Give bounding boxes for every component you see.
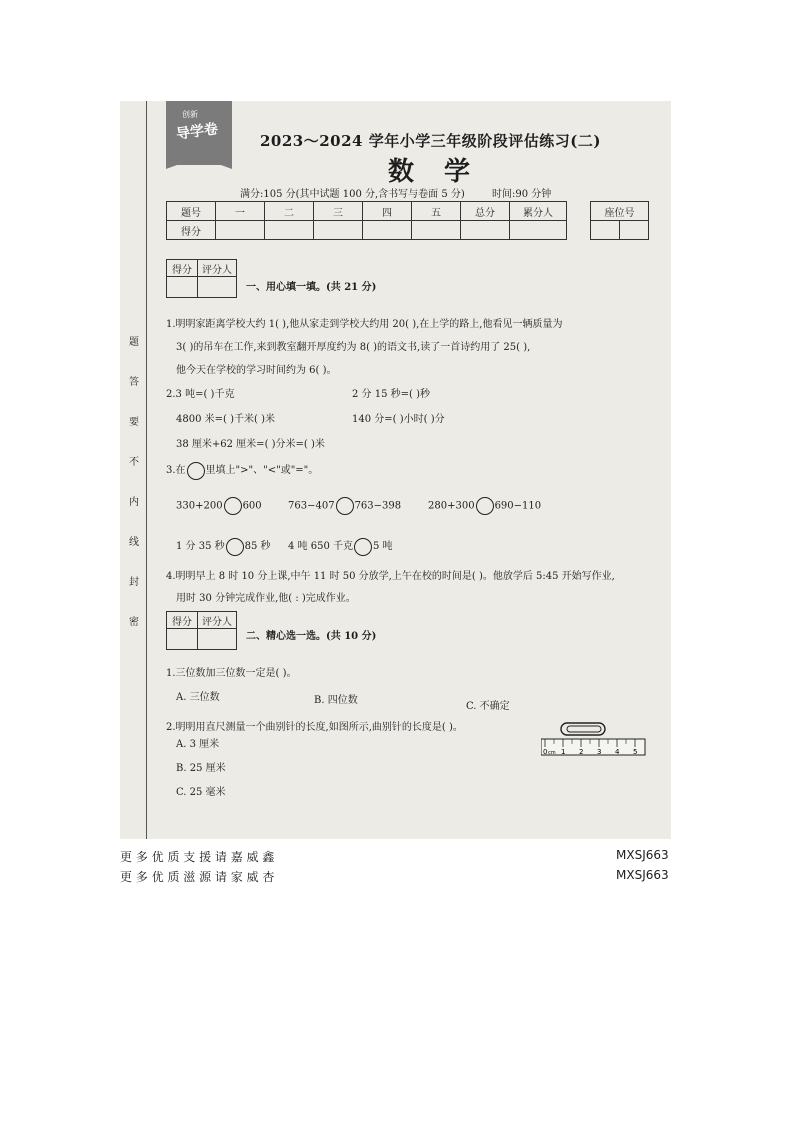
exam-time: 时间:90 分钟 <box>491 189 552 200</box>
ruler-body <box>541 739 645 755</box>
ruler-label: 4 <box>615 748 620 756</box>
question-2-b: 2 分 15 秒=( )秒 <box>352 389 430 400</box>
compare-left: 763−407 <box>288 500 335 512</box>
exam-title: 2023～2024 学年小学三年级阶段评估练习(二) <box>260 132 601 150</box>
footer-code: MXSJ663 <box>616 868 669 882</box>
ruler-label: 2 <box>579 748 584 756</box>
grader-score-label: 得分 <box>167 260 198 277</box>
choice-option[interactable]: B. 25 厘米 <box>176 763 226 774</box>
question-4-line-2: 用时 30 分钟完成作业,他( : )完成作业。 <box>176 593 356 604</box>
choice-question-2: 2.明明用直尺测量一个曲别针的长度,如图所示,曲别针的长度是( )。 <box>166 722 463 733</box>
scanned-exam-page <box>120 101 671 839</box>
margin-char: 内 <box>129 497 139 508</box>
grader-score-label: 得分 <box>167 612 198 629</box>
seat-table <box>590 201 649 240</box>
circle-icon <box>187 462 205 480</box>
ruler-with-paperclip-figure <box>541 721 646 759</box>
grader-name-label: 评分人 <box>198 612 237 629</box>
compare-answer-circle[interactable] <box>354 538 372 556</box>
compare-left: 280+300 <box>428 500 475 512</box>
paperclip-inner-icon <box>567 726 601 732</box>
grader-entry-cell[interactable] <box>198 629 237 650</box>
score-entry-cell[interactable] <box>510 221 567 240</box>
margin-char: 封 <box>129 577 139 588</box>
margin-char: 要 <box>129 417 139 428</box>
margin-char: 密 <box>129 617 139 628</box>
question-3-instruction <box>166 461 318 480</box>
badge-logo-text: 导学卷 <box>175 121 220 143</box>
compare-answer-circle[interactable] <box>476 497 494 515</box>
score-table-score-row <box>167 221 567 240</box>
seat-entry-cell[interactable] <box>591 221 620 240</box>
score-table-cell: 总分 <box>461 202 510 221</box>
score-table-cell: 一 <box>216 202 265 221</box>
score-table-cell: 题号 <box>167 202 216 221</box>
score-table-cell: 五 <box>412 202 461 221</box>
question-2-a: 2.3 吨=( )千克 <box>166 389 235 400</box>
grader-entry-cell[interactable] <box>167 629 198 650</box>
footer-line-1 <box>120 848 669 865</box>
compare-item <box>288 537 393 556</box>
choice-option[interactable]: C. 25 毫米 <box>176 787 226 798</box>
compare-right: 5 吨 <box>373 541 393 552</box>
footer-text: 更 多 优 质 滋 源 请 家 威 杏 <box>120 870 275 884</box>
subject-title: 数学 <box>388 157 501 187</box>
score-table-header-row <box>167 202 567 221</box>
footer-text: 更 多 优 质 支 援 请 嘉 威 鑫 <box>120 850 275 864</box>
ruler-label: 0 <box>543 748 548 756</box>
score-table-cell: 三 <box>314 202 363 221</box>
question-2-d: 140 分=( )小时( )分 <box>352 414 445 425</box>
compare-item <box>428 497 541 515</box>
margin-char: 答 <box>129 377 139 388</box>
grader-entry-cell[interactable] <box>198 277 237 298</box>
ruler-label: 5 <box>633 748 638 756</box>
choice-option[interactable]: A. 3 厘米 <box>176 739 220 750</box>
score-entry-cell[interactable] <box>363 221 412 240</box>
margin-char: 不 <box>129 457 139 468</box>
compare-answer-circle[interactable] <box>226 538 244 556</box>
exam-meta <box>240 185 575 200</box>
score-table-cell: 累分人 <box>510 202 567 221</box>
grader-box-1 <box>166 259 237 298</box>
grader-name-label: 评分人 <box>198 260 237 277</box>
score-entry-cell[interactable] <box>265 221 314 240</box>
compare-right: 763−398 <box>354 500 402 512</box>
seat-label: 座位号 <box>591 202 649 221</box>
question-4-line-1: 4.明明早上 8 时 10 分上课,中午 11 时 50 分放学,上午在校的时间是( )。他放学后 5:45 开始写作业, <box>166 571 615 582</box>
binding-margin <box>120 101 147 839</box>
ruler-label: 3 <box>597 748 602 756</box>
compare-left: 4 吨 650 千克 <box>288 541 353 552</box>
question-3-prefix: 3.在 <box>166 465 186 476</box>
score-table-cell: 四 <box>363 202 412 221</box>
question-1-line-1: 1.明明家距离学校大约 1( ),他从家走到学校大约用 20( ),在上学的路上,他看见一辆质量为 <box>166 319 563 330</box>
full-score: 满分:105 分(其中试题 100 分,含书写与卷面 5 分) <box>240 189 465 200</box>
compare-item <box>176 537 271 556</box>
footer-code: MXSJ663 <box>616 848 669 862</box>
question-3-suffix: 里填上">"、"<"或"="。 <box>205 465 319 476</box>
compare-right: 690−110 <box>494 500 542 512</box>
score-entry-cell[interactable] <box>412 221 461 240</box>
question-1-line-2: 3( )的吊车在工作,来到教室翻开厚度约为 8( )的语文书,读了一首诗约用了 25( ), <box>176 342 531 353</box>
choice-question-1: 1.三位数加三位数一定是( )。 <box>166 668 297 679</box>
compare-left: 1 分 35 秒 <box>176 541 225 552</box>
compare-answer-circle[interactable] <box>224 497 242 515</box>
choice-option[interactable]: C. 不确定 <box>466 701 510 712</box>
question-2-c: 4800 米=( )千米( )米 <box>176 414 275 425</box>
margin-char: 线 <box>129 537 139 548</box>
compare-left: 330+200 <box>176 500 223 512</box>
grader-box-2 <box>166 611 237 650</box>
score-entry-cell[interactable] <box>461 221 510 240</box>
paperclip-icon <box>561 723 605 735</box>
choice-option[interactable]: B. 四位数 <box>314 695 358 706</box>
score-entry-cell[interactable] <box>216 221 265 240</box>
compare-item <box>176 497 262 515</box>
compare-right: 600 <box>242 500 262 512</box>
badge-small-text: 创新 <box>182 110 198 119</box>
footer-line-2 <box>120 868 669 885</box>
compare-answer-circle[interactable] <box>336 497 354 515</box>
margin-char: 题 <box>129 337 139 348</box>
choice-option[interactable]: A. 三位数 <box>176 692 220 703</box>
badge-notch <box>166 157 232 169</box>
seat-entry-cell[interactable] <box>620 221 649 240</box>
ruler-label: 1 <box>561 748 566 756</box>
compare-item <box>288 497 401 515</box>
score-table <box>166 201 567 240</box>
score-table-cell: 得分 <box>167 221 216 240</box>
ruler-unit: cm <box>548 750 556 756</box>
section-1-title: 一、用心填一填。(共 21 分) <box>246 282 377 293</box>
grader-entry-cell[interactable] <box>167 277 198 298</box>
score-entry-cell[interactable] <box>314 221 363 240</box>
compare-right: 85 秒 <box>244 541 271 552</box>
question-2-e: 38 厘米+62 厘米=( )分米=( )米 <box>176 439 325 450</box>
section-2-title: 二、精心选一选。(共 10 分) <box>246 631 377 642</box>
score-table-cell: 二 <box>265 202 314 221</box>
question-1-line-3: 他今天在学校的学习时间约为 6( )。 <box>176 365 337 376</box>
